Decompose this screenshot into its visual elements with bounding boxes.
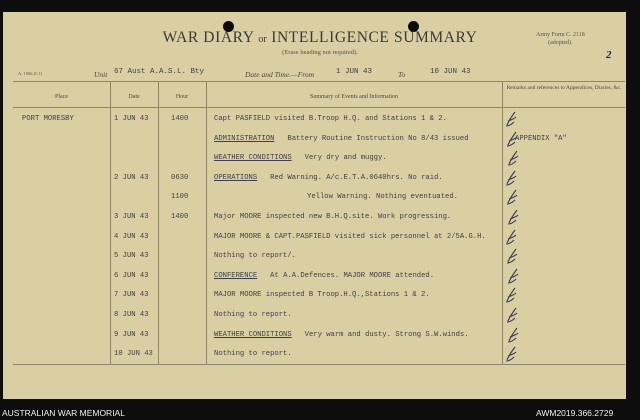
entry-summary	[214, 135, 469, 143]
entry-heading: OPERATIONS	[214, 173, 258, 182]
initial-mark	[506, 150, 520, 166]
date-to: 10 JUN 43	[430, 68, 471, 76]
initial-mark	[504, 287, 518, 303]
entry-date: 6 JUN 43	[114, 271, 149, 280]
entry-text: Major MOORE inspected new B.H.Q.site. Work progressing.	[214, 213, 452, 221]
entry-summary	[214, 331, 469, 339]
entry-date: 10 JUN 43	[114, 350, 153, 359]
date-label: Date and Time.—From	[245, 70, 315, 79]
entry-text: Very warm and dusty. Strong S.W.winds.	[304, 330, 469, 339]
col-summary: Summary of Events and Information	[310, 94, 398, 100]
entry-summary	[214, 154, 387, 162]
entry-date: 4 JUN 43	[114, 232, 149, 241]
entry-summary	[214, 115, 447, 123]
col-remarks: Remarks and references to Appendices, Diaries, &c.	[506, 85, 622, 91]
entry-text: Nothing to report.	[214, 311, 292, 319]
unit-value: 67 Aust A.A.S.L. Bty	[114, 68, 205, 76]
entry-date: 3 JUN 43	[114, 213, 149, 221]
entry-summary	[214, 213, 451, 221]
entry-date: 8 JUN 43	[114, 311, 149, 319]
date-from: 1 JUN 43	[336, 68, 373, 76]
entry-heading: ADMINISTRATION	[214, 134, 275, 143]
entry-date: 5 JUN 43	[114, 252, 149, 261]
col-place: Place	[55, 94, 68, 100]
entry-text: Battery Routine Instruction No 8/43 issued	[287, 134, 469, 143]
initial-mark	[505, 189, 519, 205]
entry-text: MAJOR MOORE inspected B Troop.H.Q.,Stations 1 & 2.	[214, 291, 430, 300]
rule-col	[502, 81, 503, 364]
entry-date: 2 JUN 43	[114, 173, 149, 182]
entry-text: At A.A.Defences. MAJOR MOORE attended.	[270, 271, 435, 280]
initial-mark	[506, 327, 520, 343]
initial-mark	[504, 111, 518, 127]
entry-summary	[214, 272, 434, 280]
entry-summary	[214, 233, 486, 241]
rule-col	[158, 81, 159, 364]
initial-mark	[504, 346, 518, 362]
entry-text: Red Warning. A/c.E.T.A.0640hrs. No raid.	[270, 173, 443, 182]
entry-date: 9 JUN 43	[114, 330, 149, 339]
rule-col	[206, 81, 207, 364]
entry-date: 7 JUN 43	[114, 291, 149, 300]
form-subtitle: (Erase heading not required).	[282, 49, 358, 56]
entry-hour: 1400	[171, 213, 189, 221]
entry-text: Yellow Warning. Nothing eventuated.	[307, 193, 458, 202]
entry-hour: 1100	[171, 193, 189, 202]
entry-text: Very dry and muggy.	[304, 154, 387, 163]
form-small-print: A. 1066 (C1)	[18, 71, 42, 76]
entry-place: PORT MORESBY	[22, 115, 74, 123]
form-title: WAR DIARY or INTELLIGENCE SUMMARY	[162, 29, 478, 46]
handwritten-code: 2	[606, 49, 612, 61]
entry-heading: CONFERENCE	[214, 271, 258, 280]
entry-heading: WEATHER CONDITIONS	[214, 330, 292, 339]
entry-heading: WEATHER CONDITIONS	[214, 154, 292, 163]
initial-mark	[505, 131, 519, 147]
entry-text: Nothing to report/.	[214, 252, 296, 261]
to-label: To	[398, 70, 406, 79]
initial-mark	[504, 229, 518, 245]
entry-text: Capt PASFIELD visited B.Troop H.Q. and Stations 1 & 2.	[214, 115, 447, 123]
entry-remark: APPENDIX "A"	[515, 134, 567, 143]
entry-summary	[307, 193, 458, 201]
initial-mark	[504, 170, 518, 186]
col-hour: Hour	[175, 94, 189, 100]
initial-mark	[505, 248, 519, 264]
rule-top	[13, 81, 625, 82]
entry-summary	[214, 174, 443, 182]
initial-mark	[505, 307, 519, 323]
rule-col	[110, 81, 111, 364]
footer-accession: AWM2019.366.2729	[536, 408, 614, 418]
entry-summary	[214, 311, 292, 319]
rule-bottom	[13, 364, 625, 365]
entry-summary	[214, 350, 292, 358]
entry-summary	[214, 252, 296, 260]
initial-mark	[506, 268, 520, 284]
entry-text: MAJOR MOORE & CAPT.PASFIELD visited sick personnel at 2/5A.G.H.	[214, 232, 486, 241]
initial-mark	[506, 209, 520, 225]
entry-summary	[214, 291, 430, 299]
unit-label: Unit	[94, 70, 108, 79]
entry-hour: 1400	[171, 115, 189, 123]
rule-header	[13, 107, 625, 108]
army-form-ref: Army Form C. 2118 (adopted).	[536, 32, 585, 46]
footer-credit: AUSTRALIAN WAR MEMORIAL	[2, 408, 125, 418]
col-date: Date	[128, 94, 140, 100]
entry-hour: 0630	[171, 173, 189, 182]
entry-text: Nothing to report.	[214, 350, 292, 359]
entry-date: 1 JUN 43	[114, 115, 149, 123]
